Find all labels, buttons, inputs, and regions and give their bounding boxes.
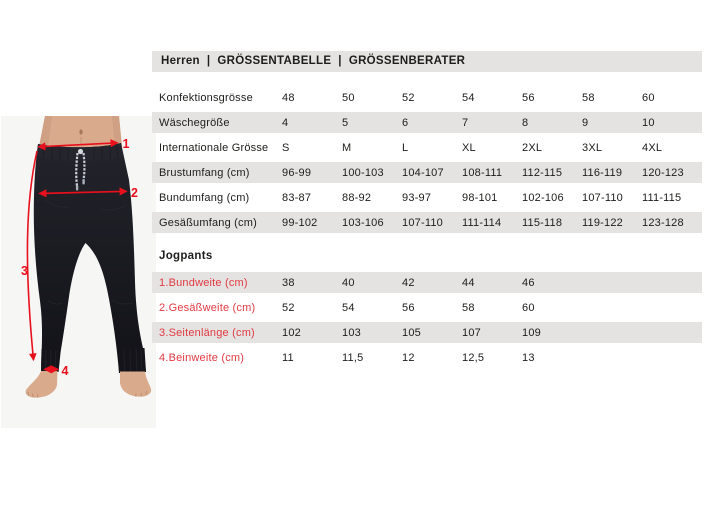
- row-label: Bundumfang (cm): [159, 191, 250, 204]
- cell-value: 99-102: [282, 216, 318, 229]
- cell-value: 60: [522, 301, 535, 314]
- cell-value: 56: [402, 301, 415, 314]
- cell-value: 4XL: [642, 141, 663, 154]
- cell-value: 108-111: [462, 166, 503, 179]
- table-row: [152, 210, 702, 235]
- cell-value: 38: [282, 276, 295, 289]
- cell-value: 6: [402, 116, 409, 129]
- table-row: [152, 270, 702, 295]
- table-row: [152, 185, 702, 210]
- cell-value: 120-123: [642, 166, 684, 179]
- cell-value: 54: [342, 301, 355, 314]
- cell-value: 83-87: [282, 191, 312, 204]
- cell-value: 58: [582, 91, 595, 104]
- table-row: [152, 110, 702, 135]
- cell-value: 40: [342, 276, 355, 289]
- model-photo: [0, 0, 158, 509]
- size-tables-panel: [152, 51, 702, 370]
- cell-value: 10: [642, 116, 655, 129]
- header-separator: |: [338, 55, 342, 67]
- header-separator: |: [206, 55, 211, 67]
- cell-value: 98-101: [462, 191, 498, 204]
- cell-value: 54: [462, 91, 475, 104]
- header-size-advisor-label: GRÖSSENBERATER: [348, 55, 466, 67]
- jogpants-heading: Jogpants: [159, 250, 213, 262]
- cell-value: 119-122: [582, 216, 623, 229]
- cell-value: 12,5: [462, 351, 485, 364]
- cell-value: 4: [282, 116, 289, 129]
- cell-value: 42: [402, 276, 415, 289]
- cell-value: 107-110: [402, 216, 443, 229]
- row-label: 1.Bundweite (cm): [159, 276, 248, 289]
- cell-value: 107-110: [582, 191, 623, 204]
- row-label: Wäschegröße: [159, 116, 230, 129]
- table-row: [152, 345, 702, 370]
- cell-value: 123-128: [642, 216, 684, 229]
- cell-value: 13: [522, 351, 535, 364]
- row-label: Brustumfang (cm): [159, 166, 250, 179]
- cell-value: 100-103: [342, 166, 384, 179]
- cell-value: 58: [462, 301, 475, 314]
- cell-value: 12: [402, 351, 415, 364]
- cell-value: 116-119: [582, 166, 623, 179]
- marker-2-label: 2: [131, 186, 138, 200]
- row-label: 2.Gesäßweite (cm): [159, 301, 256, 314]
- row-label: 4.Beinweite (cm): [159, 351, 245, 364]
- cell-value: 103-106: [342, 216, 384, 229]
- cell-value: 3XL: [582, 141, 603, 154]
- cell-value: 52: [282, 301, 295, 314]
- cell-value: 115-118: [522, 216, 563, 229]
- cell-value: 107: [462, 326, 481, 339]
- general-size-table: [152, 85, 702, 235]
- cell-value: 11,5: [342, 351, 364, 364]
- cell-value: 102: [282, 326, 301, 339]
- cell-value: 46: [522, 276, 535, 289]
- marker-1-label: 1: [122, 137, 130, 151]
- cell-value: 8: [522, 116, 529, 129]
- cell-value: 60: [642, 91, 655, 104]
- row-label: 3.Seitenlänge (cm): [159, 326, 255, 339]
- cell-value: 88-92: [342, 191, 372, 204]
- cell-value: 9: [582, 116, 589, 129]
- cell-value: 96-99: [282, 166, 312, 179]
- table-row: [152, 160, 702, 185]
- cell-value: 105: [402, 326, 421, 339]
- table-row: [152, 135, 702, 160]
- cell-value: 44: [462, 276, 475, 289]
- row-label: Konfektionsgrösse: [159, 91, 253, 104]
- section-header: [152, 51, 702, 72]
- marker-4-label: 4: [61, 364, 69, 378]
- cell-value: 56: [522, 91, 535, 104]
- cell-value: 112-115: [522, 166, 563, 179]
- row-label: Gesäßumfang (cm): [159, 216, 257, 229]
- cell-value: M: [342, 141, 352, 154]
- table-row: [152, 295, 702, 320]
- cell-value: 48: [282, 91, 295, 104]
- cell-value: 102-106: [522, 191, 564, 204]
- cell-value: 7: [462, 116, 469, 129]
- row-label: Internationale Grösse: [159, 141, 269, 154]
- cell-value: 111-115: [642, 191, 682, 204]
- cell-value: 103: [342, 326, 361, 339]
- cell-value: 109: [522, 326, 541, 339]
- navel: [79, 129, 82, 134]
- cell-value: S: [282, 141, 290, 154]
- header-size-table-label: GRÖSSENTABELLE: [217, 55, 332, 67]
- jogpants-size-table: [152, 270, 702, 370]
- cell-value: L: [402, 141, 409, 154]
- marker-3-label: 3: [21, 264, 28, 278]
- cell-value: 50: [342, 91, 355, 104]
- table-row: [152, 85, 702, 110]
- cell-value: 93-97: [402, 191, 432, 204]
- header-category: Herren: [161, 55, 200, 67]
- cell-value: 2XL: [522, 141, 543, 154]
- table-row: [152, 320, 702, 345]
- cell-value: 52: [402, 91, 415, 104]
- cell-value: 111-114: [462, 216, 502, 229]
- cell-value: XL: [462, 141, 476, 154]
- cell-value: 104-107: [402, 166, 444, 179]
- cell-value: 5: [342, 116, 349, 129]
- cell-value: 11: [282, 351, 294, 364]
